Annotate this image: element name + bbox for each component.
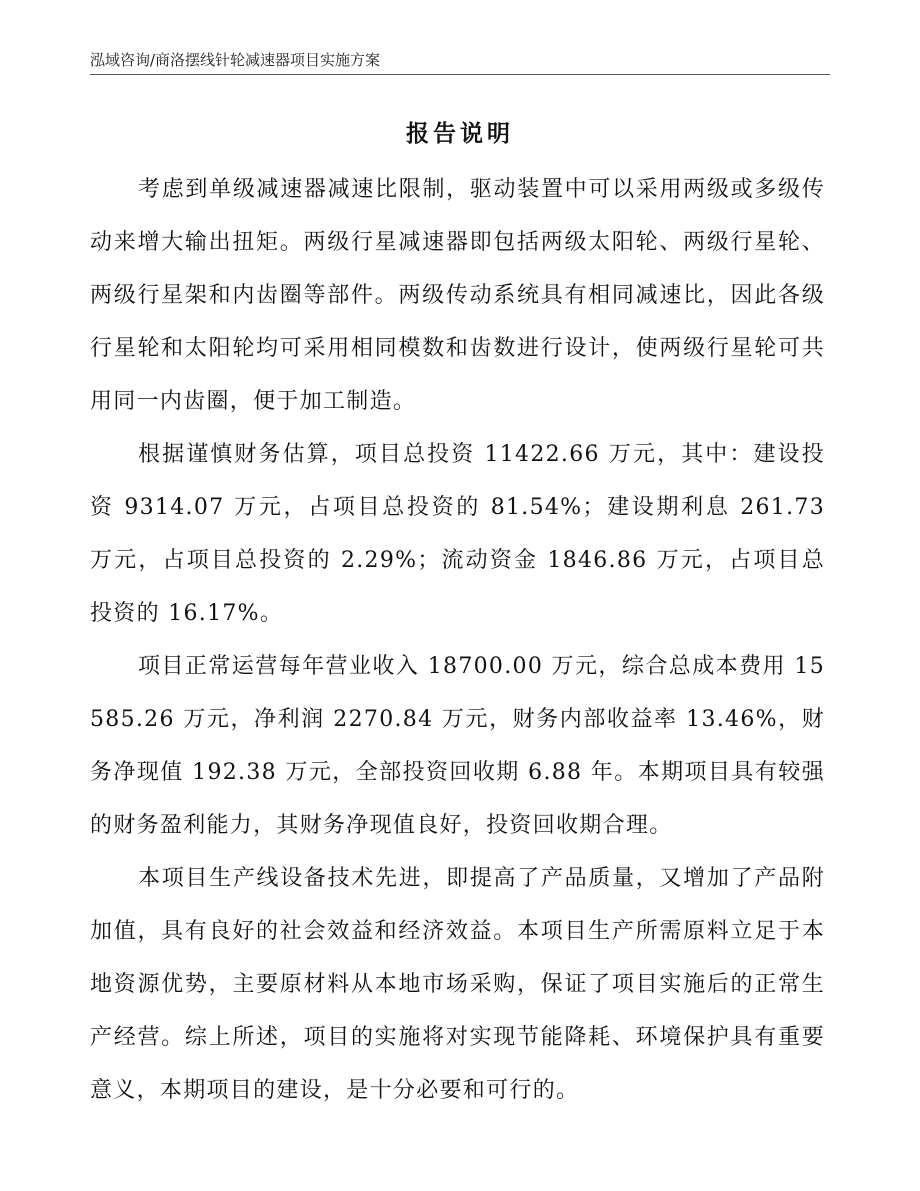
page-header: 泓域咨询/商洛摆线针轮减速器项目实施方案: [90, 50, 830, 75]
paragraph-4: 本项目生产线设备技术先进，即提高了产品质量，又增加了产品附加值，具有良好的社会效益和经济效益。本项目生产所需原料立足于本地资源优势，主要原材料从本地市场采购，保证了项目实施后的正常生产经营。综上所述，项目的实施将对实现节能降耗、环境保护具有重要意义，本期项目的建设，是十分必要和可行的。: [90, 866, 825, 1103]
page-title: 报告说明: [406, 120, 514, 147]
document-body: [90, 163, 825, 1117]
paragraph-3: 项目正常运营每年营业收入 18700.00 万元，综合总成本费用 15585.26 万元，净利润 2270.84 万元，财务内部收益率 13.46%，财务净现值 192.38 万元，全部投资回收期 6.88 年。本期项目具有较强的财务盈利能力，其财务净现值良好，投资回收期合理。: [90, 654, 825, 838]
paragraph-1: 考虑到单级减速器减速比限制，驱动装置中可以采用两级或多级传动来增大输出扭矩。两级行星减速器即包括两级太阳轮、两级行星轮、两级行星架和内齿圈等部件。两级传动系统具有相同减速比，因此各级行星轮和太阳轮均可采用相同模数和齿数进行设计，使两级行星轮可共用同一内齿圈，便于加工制造。: [90, 177, 825, 414]
paragraph-2: 根据谨慎财务估算，项目总投资 11422.66 万元，其中：建设投资 9314.07 万元，占项目总投资的 81.54%；建设期利息 261.73 万元，占项目总投资的 2.29%；流动资金 1846.86 万元，占项目总投资的 16.17%。: [90, 442, 825, 626]
